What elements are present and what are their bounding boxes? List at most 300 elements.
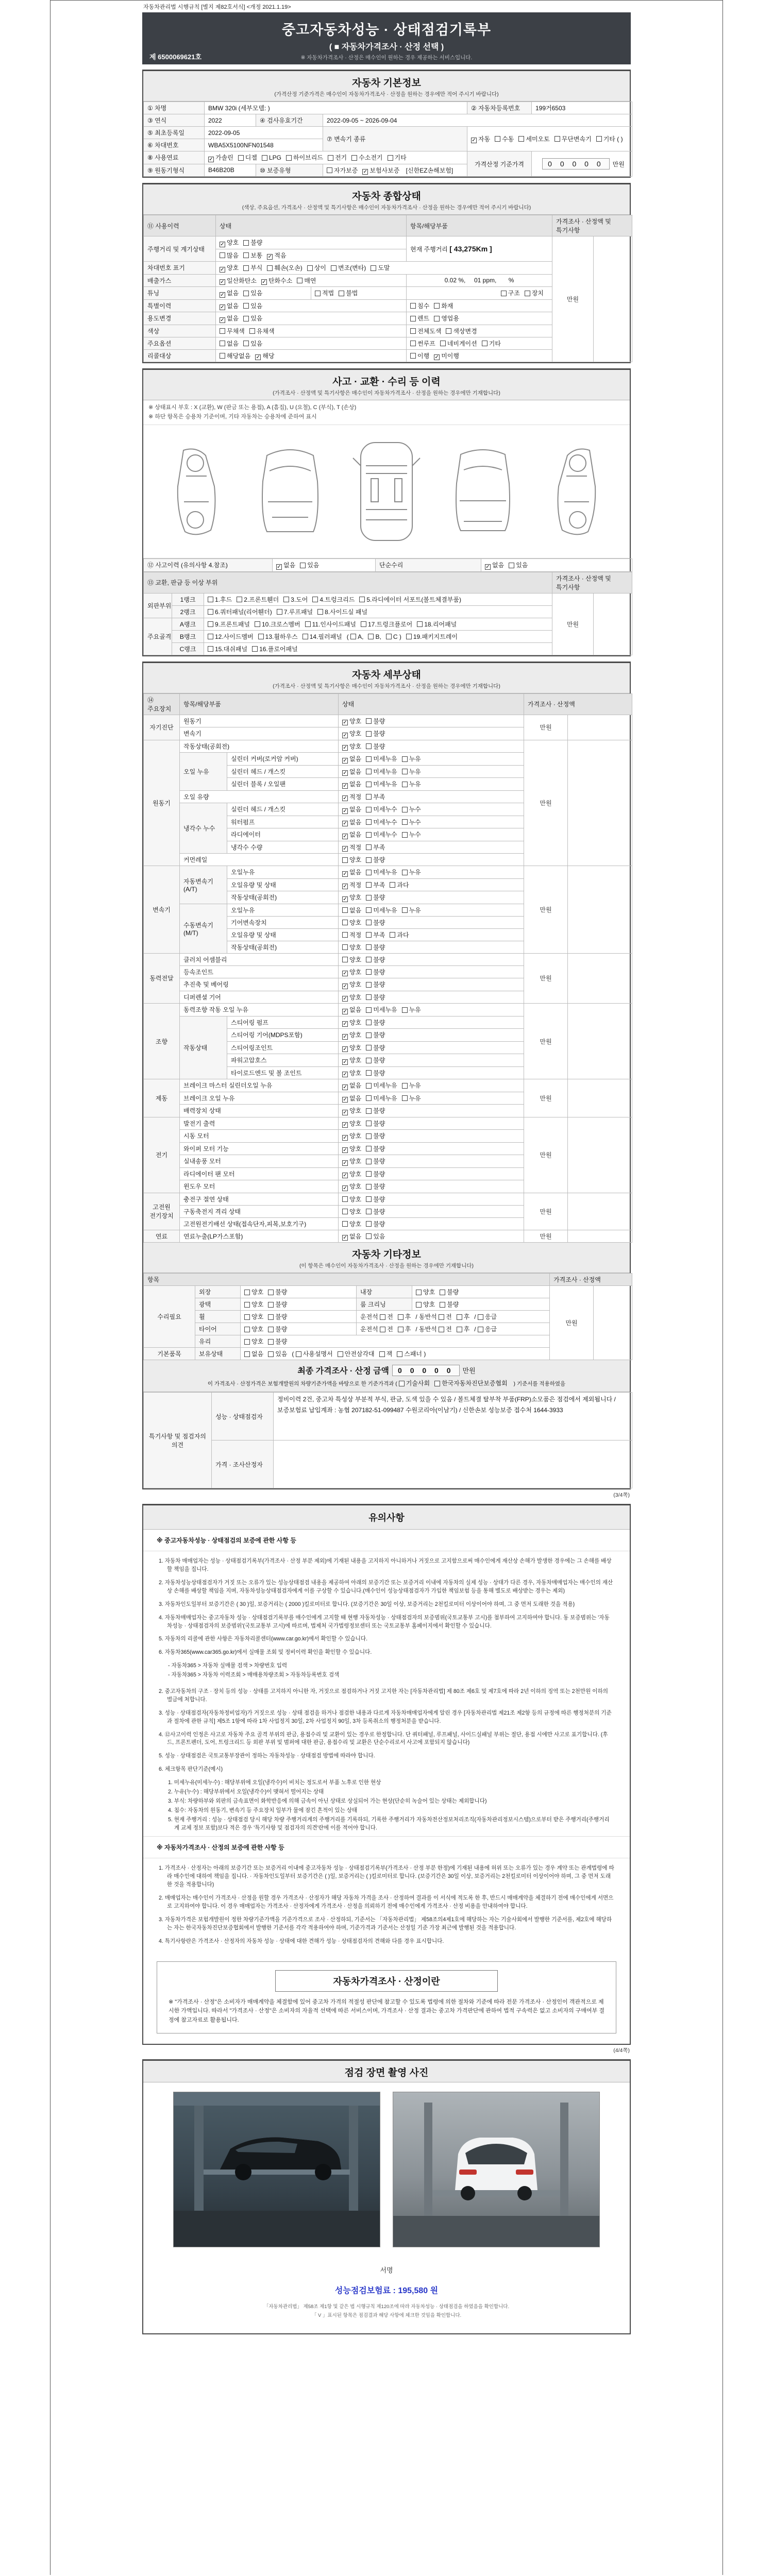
- checkbox-option[interactable]: 양호: [342, 1207, 361, 1216]
- unchecked-box-icon[interactable]: [243, 240, 249, 246]
- checked-box-icon[interactable]: [342, 745, 348, 751]
- checked-box-icon[interactable]: [342, 1034, 348, 1040]
- checkbox-option[interactable]: 도말: [371, 263, 390, 272]
- unchecked-box-icon[interactable]: [315, 291, 321, 296]
- checkbox-option[interactable]: 전기: [328, 153, 347, 162]
- checked-box-icon[interactable]: [342, 834, 348, 839]
- unchecked-box-icon[interactable]: [525, 291, 530, 296]
- checkbox-option[interactable]: ✓ 없음: [342, 1094, 361, 1103]
- checkbox-option[interactable]: 많음: [220, 251, 239, 260]
- unchecked-box-icon[interactable]: [440, 1290, 445, 1295]
- checked-box-icon[interactable]: [342, 733, 348, 738]
- unchecked-box-icon[interactable]: [366, 1171, 372, 1177]
- checkbox-option[interactable]: 6.쿼터패널(리어휀더): [208, 607, 272, 616]
- checked-box-icon[interactable]: [342, 1160, 348, 1166]
- checkbox-option[interactable]: 한국자동차진단보증협회: [434, 1379, 508, 1387]
- checkbox-option[interactable]: 없음: [342, 906, 361, 914]
- unchecked-box-icon[interactable]: [366, 807, 372, 812]
- unchecked-box-icon[interactable]: [402, 1095, 408, 1101]
- unchecked-box-icon[interactable]: [342, 907, 348, 913]
- unchecked-box-icon[interactable]: [518, 136, 524, 142]
- unchecked-box-icon[interactable]: [434, 303, 440, 309]
- checkbox-option[interactable]: 양호: [244, 1325, 263, 1333]
- unchecked-box-icon[interactable]: [342, 1209, 348, 1214]
- checked-box-icon[interactable]: [342, 1173, 348, 1178]
- checkbox-option[interactable]: 색상변경: [446, 327, 477, 335]
- checked-box-icon[interactable]: [342, 808, 348, 814]
- detail-price-blank[interactable]: [568, 1004, 632, 1079]
- unchecked-box-icon[interactable]: [366, 782, 372, 787]
- checkbox-option[interactable]: 미세누유: [366, 1094, 397, 1103]
- checked-box-icon[interactable]: [220, 279, 225, 285]
- unchecked-box-icon[interactable]: [244, 1290, 250, 1295]
- checked-box-icon[interactable]: [342, 1147, 348, 1153]
- checkbox-option[interactable]: 불량: [366, 1219, 385, 1228]
- checked-box-icon[interactable]: [342, 996, 348, 1002]
- unchecked-box-icon[interactable]: [361, 621, 366, 627]
- checked-box-icon[interactable]: [342, 821, 348, 826]
- unchecked-box-icon[interactable]: [366, 743, 372, 749]
- checkbox-option[interactable]: 매연: [297, 276, 316, 285]
- checkbox-option[interactable]: 불량: [366, 1144, 385, 1153]
- unchecked-box-icon[interactable]: [366, 920, 372, 925]
- checkbox-option[interactable]: ✓ 자동: [471, 134, 490, 144]
- unchecked-box-icon[interactable]: [338, 1351, 343, 1357]
- unchecked-box-icon[interactable]: [366, 1108, 372, 1114]
- unchecked-box-icon[interactable]: [366, 982, 372, 988]
- unchecked-box-icon[interactable]: [342, 857, 348, 863]
- unchecked-box-icon[interactable]: [439, 1314, 444, 1320]
- checkbox-option[interactable]: 변조(변타): [331, 263, 366, 272]
- checkbox-option[interactable]: LPG: [262, 154, 281, 161]
- checkbox-option[interactable]: 양호: [342, 918, 361, 927]
- checkbox-option[interactable]: 후: [398, 1325, 411, 1333]
- checkbox-option[interactable]: 전: [439, 1325, 452, 1333]
- checkbox-option[interactable]: 누유: [402, 754, 421, 763]
- checkbox-option[interactable]: ✓ 양호: [342, 1170, 361, 1179]
- checkbox-option[interactable]: 불량: [366, 717, 385, 725]
- checkbox-option[interactable]: 13.휠하우스: [258, 632, 298, 641]
- checked-box-icon[interactable]: [342, 1009, 348, 1014]
- exchange-price-blank[interactable]: [594, 593, 632, 655]
- unchecked-box-icon[interactable]: [402, 907, 408, 913]
- checkbox-option[interactable]: 과다: [390, 880, 409, 889]
- checkbox-option[interactable]: 미세누수: [366, 805, 397, 814]
- unchecked-box-icon[interactable]: [366, 1209, 372, 1214]
- checked-box-icon[interactable]: [342, 720, 348, 725]
- unchecked-box-icon[interactable]: [237, 597, 242, 602]
- checkbox-option[interactable]: 불량: [366, 980, 385, 989]
- unchecked-box-icon[interactable]: [368, 634, 374, 639]
- checkbox-option[interactable]: 수소전기: [351, 153, 382, 162]
- checkbox-option[interactable]: ✓ 없음: [342, 754, 361, 764]
- unchecked-box-icon[interactable]: [252, 646, 258, 652]
- unchecked-box-icon[interactable]: [220, 353, 225, 359]
- unchecked-box-icon[interactable]: [440, 1302, 445, 1308]
- checked-box-icon[interactable]: [261, 279, 267, 285]
- signature-label[interactable]: 서명: [380, 2266, 393, 2275]
- unchecked-box-icon[interactable]: [366, 907, 372, 913]
- checked-box-icon[interactable]: [220, 304, 225, 310]
- checkbox-option[interactable]: 16.플로어패널: [252, 645, 298, 653]
- overall-price-blank[interactable]: [594, 236, 632, 362]
- checkbox-option[interactable]: ✓ 양호: [342, 993, 361, 1002]
- checkbox-option[interactable]: 불량: [366, 993, 385, 1002]
- checkbox-option[interactable]: 기타: [388, 153, 407, 162]
- checkbox-option[interactable]: ✓ 없음: [485, 561, 504, 570]
- checkbox-option[interactable]: 있음: [243, 289, 262, 297]
- unchecked-box-icon[interactable]: [410, 316, 416, 321]
- unchecked-box-icon[interactable]: [366, 731, 372, 737]
- checked-box-icon[interactable]: [220, 242, 225, 247]
- checkbox-option[interactable]: 미세누유: [366, 906, 397, 914]
- checkbox-option[interactable]: ✓ 없음: [342, 779, 361, 789]
- unchecked-box-icon[interactable]: [243, 291, 249, 296]
- unchecked-box-icon[interactable]: [366, 1221, 372, 1227]
- checked-box-icon[interactable]: [220, 317, 225, 323]
- unchecked-box-icon[interactable]: [366, 1095, 372, 1101]
- unchecked-box-icon[interactable]: [406, 634, 412, 639]
- unchecked-box-icon[interactable]: [220, 328, 225, 334]
- checkbox-option[interactable]: 누유: [402, 1005, 421, 1014]
- unchecked-box-icon[interactable]: [366, 957, 372, 962]
- checkbox-option[interactable]: 양호: [342, 955, 361, 964]
- unchecked-box-icon[interactable]: [366, 819, 372, 825]
- checkbox-option[interactable]: 4.트렁크리드: [312, 595, 355, 604]
- unchecked-box-icon[interactable]: [366, 1007, 372, 1013]
- checkbox-option[interactable]: 무채색: [220, 327, 245, 335]
- checkbox-option[interactable]: ✓ 적정: [342, 792, 361, 802]
- checkbox-option[interactable]: 후: [457, 1312, 470, 1321]
- unchecked-box-icon[interactable]: [208, 646, 213, 652]
- checkbox-option[interactable]: 있음: [243, 301, 262, 310]
- unchecked-box-icon[interactable]: [402, 1083, 408, 1089]
- unchecked-box-icon[interactable]: [327, 167, 332, 173]
- checkbox-option[interactable]: ✓ 양호: [342, 1043, 361, 1053]
- unchecked-box-icon[interactable]: [398, 1327, 404, 1332]
- unchecked-box-icon[interactable]: [342, 957, 348, 962]
- unchecked-box-icon[interactable]: [416, 1290, 422, 1295]
- checkbox-option[interactable]: 상이: [307, 263, 326, 272]
- checkbox-option[interactable]: ✓ 없음: [342, 767, 361, 776]
- unchecked-box-icon[interactable]: [390, 932, 395, 938]
- checkbox-option[interactable]: 미세누유: [366, 754, 397, 763]
- checkbox-option[interactable]: 후: [398, 1312, 411, 1321]
- checkbox-option[interactable]: 미세누유: [366, 779, 397, 788]
- unchecked-box-icon[interactable]: [303, 634, 308, 639]
- checkbox-option[interactable]: 양호: [342, 855, 361, 864]
- unchecked-box-icon[interactable]: [366, 944, 372, 950]
- checkbox-option[interactable]: 15.대쉬패널: [208, 645, 247, 653]
- unchecked-box-icon[interactable]: [457, 1314, 462, 1320]
- unchecked-box-icon[interactable]: [366, 1058, 372, 1063]
- unchecked-box-icon[interactable]: [478, 1327, 483, 1332]
- unchecked-box-icon[interactable]: [350, 634, 356, 639]
- checked-box-icon[interactable]: [342, 783, 348, 789]
- unchecked-box-icon[interactable]: [434, 1381, 440, 1386]
- unchecked-box-icon[interactable]: [268, 1314, 274, 1320]
- checkbox-option[interactable]: 침수: [410, 301, 429, 310]
- checkbox-option[interactable]: 양호: [342, 1219, 361, 1228]
- unchecked-box-icon[interactable]: [410, 328, 416, 334]
- unchecked-box-icon[interactable]: [366, 932, 372, 938]
- unchecked-box-icon[interactable]: [366, 857, 372, 863]
- checkbox-option[interactable]: 적정: [342, 930, 361, 939]
- checkbox-option[interactable]: 부족: [366, 843, 385, 852]
- detail-price-blank[interactable]: [568, 866, 632, 954]
- checkbox-option[interactable]: 기술사회: [399, 1379, 430, 1387]
- detail-price-blank[interactable]: [568, 1079, 632, 1117]
- unchecked-box-icon[interactable]: [258, 634, 264, 639]
- checkbox-option[interactable]: ✓ 없음: [220, 314, 239, 323]
- checkbox-option[interactable]: 미세누유: [366, 868, 397, 876]
- checkbox-option[interactable]: ✓ 양호: [342, 1157, 361, 1166]
- checkbox-option[interactable]: 스패너 ): [397, 1349, 426, 1358]
- unchecked-box-icon[interactable]: [439, 1327, 444, 1332]
- checkbox-option[interactable]: ✓ 양호: [342, 1056, 361, 1065]
- unchecked-box-icon[interactable]: [331, 265, 337, 271]
- checkbox-option[interactable]: ✓ 양호: [342, 1069, 361, 1078]
- unchecked-box-icon[interactable]: [596, 136, 602, 142]
- checkbox-option[interactable]: 19.패키지트레이: [406, 632, 458, 641]
- checkbox-option[interactable]: 누유: [402, 1081, 421, 1090]
- unchecked-box-icon[interactable]: [366, 1121, 372, 1126]
- checkbox-option[interactable]: 누유: [402, 767, 421, 776]
- unchecked-box-icon[interactable]: [268, 1290, 274, 1295]
- checkbox-option[interactable]: 부족: [366, 792, 385, 801]
- checkbox-option[interactable]: 부족: [366, 880, 385, 889]
- checkbox-option[interactable]: 누수: [402, 818, 421, 826]
- checkbox-option[interactable]: ✓ 양호: [342, 717, 361, 726]
- checkbox-option[interactable]: 후: [457, 1325, 470, 1333]
- checkbox-option[interactable]: ✓ 없음: [276, 561, 295, 570]
- unchecked-box-icon[interactable]: [366, 1133, 372, 1139]
- checkbox-option[interactable]: 18.리어패널: [417, 620, 457, 629]
- checkbox-option[interactable]: 3.도어: [283, 595, 308, 604]
- detail-price-blank[interactable]: [568, 1193, 632, 1230]
- checkbox-option[interactable]: ✓ 미이행: [434, 351, 459, 361]
- unchecked-box-icon[interactable]: [305, 621, 311, 627]
- checkbox-option[interactable]: ✓ 보험사보증: [362, 166, 399, 175]
- checkbox-option[interactable]: ✓ 양호: [342, 1131, 361, 1141]
- appraiser-opinion[interactable]: [274, 1440, 632, 1488]
- unchecked-box-icon[interactable]: [366, 832, 372, 838]
- unchecked-box-icon[interactable]: [366, 882, 372, 888]
- checkbox-option[interactable]: 불량: [243, 238, 262, 247]
- checkbox-option[interactable]: 누유: [402, 868, 421, 876]
- unchecked-box-icon[interactable]: [379, 1351, 385, 1357]
- unchecked-box-icon[interactable]: [342, 1221, 348, 1227]
- checkbox-option[interactable]: 있음: [300, 561, 319, 569]
- checkbox-option[interactable]: B,: [368, 633, 381, 640]
- unchecked-box-icon[interactable]: [255, 621, 260, 627]
- checkbox-option[interactable]: 있음: [243, 314, 262, 323]
- checked-box-icon[interactable]: [267, 254, 273, 260]
- checkbox-option[interactable]: 불량: [366, 1106, 385, 1115]
- checkbox-option[interactable]: 장치: [525, 289, 544, 297]
- checkbox-option[interactable]: 렌트: [410, 314, 429, 323]
- unchecked-box-icon[interactable]: [366, 1045, 372, 1050]
- unchecked-box-icon[interactable]: [402, 832, 408, 838]
- unchecked-box-icon[interactable]: [243, 316, 249, 321]
- unchecked-box-icon[interactable]: [410, 303, 416, 309]
- unchecked-box-icon[interactable]: [307, 265, 313, 271]
- unchecked-box-icon[interactable]: [366, 769, 372, 774]
- unchecked-box-icon[interactable]: [402, 819, 408, 825]
- checkbox-option[interactable]: 불량: [268, 1300, 287, 1309]
- checked-box-icon[interactable]: [342, 1046, 348, 1052]
- checkbox-option[interactable]: ✓ 없음: [342, 830, 361, 839]
- checkbox-option[interactable]: ✓ 적정: [342, 880, 361, 890]
- checkbox-option[interactable]: 미세누유: [366, 767, 397, 776]
- checkbox-option[interactable]: 불량: [366, 943, 385, 952]
- checkbox-option[interactable]: ✓ 양호: [342, 1106, 361, 1115]
- unchecked-box-icon[interactable]: [366, 718, 372, 724]
- unchecked-box-icon[interactable]: [366, 969, 372, 975]
- checkbox-option[interactable]: 양호: [342, 1195, 361, 1204]
- checkbox-option[interactable]: 양호: [244, 1287, 263, 1296]
- unchecked-box-icon[interactable]: [238, 155, 244, 161]
- unchecked-box-icon[interactable]: [297, 278, 303, 283]
- checkbox-option[interactable]: 하이브리드: [286, 153, 323, 162]
- unchecked-box-icon[interactable]: [482, 341, 488, 346]
- unchecked-box-icon[interactable]: [351, 155, 357, 161]
- unchecked-box-icon[interactable]: [410, 341, 416, 346]
- unchecked-box-icon[interactable]: [402, 769, 408, 774]
- checkbox-option[interactable]: 불량: [440, 1287, 459, 1296]
- unchecked-box-icon[interactable]: [366, 1146, 372, 1151]
- unchecked-box-icon[interactable]: [208, 621, 213, 627]
- unchecked-box-icon[interactable]: [244, 1302, 250, 1308]
- unchecked-box-icon[interactable]: [243, 265, 249, 271]
- checkbox-option[interactable]: 불법: [339, 289, 358, 297]
- checkbox-option[interactable]: 불량: [268, 1287, 287, 1296]
- checkbox-option[interactable]: 전: [380, 1325, 393, 1333]
- checked-box-icon[interactable]: [342, 984, 348, 989]
- checked-box-icon[interactable]: [342, 971, 348, 976]
- checkbox-option[interactable]: 불량: [366, 855, 385, 864]
- unchecked-box-icon[interactable]: [244, 1351, 250, 1357]
- checkbox-option[interactable]: 화재: [434, 301, 453, 310]
- checked-box-icon[interactable]: [276, 564, 282, 570]
- detail-price-blank[interactable]: [568, 953, 632, 1004]
- unchecked-box-icon[interactable]: [300, 563, 306, 568]
- unchecked-box-icon[interactable]: [208, 609, 213, 615]
- checkbox-option[interactable]: ✓ 없음: [342, 1232, 361, 1241]
- unchecked-box-icon[interactable]: [366, 1233, 372, 1239]
- unchecked-box-icon[interactable]: [359, 597, 365, 602]
- checkbox-option[interactable]: ✓ 없음: [342, 1005, 361, 1014]
- unchecked-box-icon[interactable]: [446, 328, 451, 334]
- checkbox-option[interactable]: 디젤: [238, 153, 257, 162]
- unchecked-box-icon[interactable]: [398, 1314, 404, 1320]
- unchecked-box-icon[interactable]: [220, 252, 225, 258]
- checked-box-icon[interactable]: [342, 846, 348, 852]
- checked-box-icon[interactable]: [342, 795, 348, 801]
- unchecked-box-icon[interactable]: [312, 597, 318, 602]
- unchecked-box-icon[interactable]: [410, 353, 416, 359]
- checkbox-option[interactable]: ✓ 일산화탄소: [220, 276, 257, 285]
- checkbox-option[interactable]: 불량: [366, 742, 385, 751]
- checkbox-option[interactable]: ✓ 양호: [342, 742, 361, 751]
- checkbox-option[interactable]: 누유: [402, 906, 421, 914]
- checkbox-option[interactable]: 없음: [220, 339, 239, 348]
- checkbox-option[interactable]: 9.프론트패널: [208, 620, 250, 629]
- unchecked-box-icon[interactable]: [402, 807, 408, 812]
- unchecked-box-icon[interactable]: [268, 1351, 274, 1357]
- unchecked-box-icon[interactable]: [262, 155, 267, 161]
- checkbox-option[interactable]: 불량: [366, 1195, 385, 1204]
- checkbox-option[interactable]: 불량: [366, 1170, 385, 1178]
- unchecked-box-icon[interactable]: [366, 994, 372, 1000]
- checkbox-option[interactable]: 불량: [366, 1069, 385, 1077]
- checkbox-option[interactable]: 불량: [366, 1131, 385, 1140]
- checkbox-option[interactable]: 양호: [244, 1337, 263, 1346]
- unchecked-box-icon[interactable]: [554, 136, 560, 142]
- checkbox-option[interactable]: 불량: [366, 1018, 385, 1027]
- checkbox-option[interactable]: 전: [439, 1312, 452, 1321]
- checkbox-option[interactable]: 불량: [366, 1157, 385, 1165]
- checkbox-option[interactable]: 보통: [243, 251, 262, 260]
- checkbox-option[interactable]: 있음: [366, 1232, 385, 1241]
- checkbox-option[interactable]: 있음: [268, 1349, 287, 1358]
- checked-box-icon[interactable]: [220, 267, 225, 273]
- checkbox-option[interactable]: ✓ 양호: [342, 729, 361, 738]
- checkbox-option[interactable]: 2.프론트휀더: [237, 595, 279, 604]
- checkbox-option[interactable]: C ): [386, 633, 401, 640]
- checkbox-option[interactable]: 17.트렁크플로어: [361, 620, 412, 629]
- unchecked-box-icon[interactable]: [366, 844, 372, 850]
- checkbox-option[interactable]: ✓ 해당: [255, 351, 274, 361]
- checkbox-option[interactable]: 불량: [366, 1030, 385, 1039]
- checkbox-option[interactable]: 불량: [440, 1300, 459, 1309]
- checkbox-option[interactable]: 10.크로스멤버: [255, 620, 300, 629]
- checkbox-option[interactable]: 불량: [366, 893, 385, 902]
- checkbox-option[interactable]: 불량: [366, 955, 385, 964]
- unchecked-box-icon[interactable]: [317, 609, 323, 615]
- unchecked-box-icon[interactable]: [366, 794, 372, 800]
- checkbox-option[interactable]: 12.사이드멤버: [208, 632, 254, 641]
- etc-price-blank[interactable]: [594, 1286, 632, 1360]
- unchecked-box-icon[interactable]: [342, 920, 348, 925]
- checkbox-option[interactable]: ✓ 없음: [342, 818, 361, 827]
- checkbox-option[interactable]: 불량: [366, 918, 385, 927]
- unchecked-box-icon[interactable]: [501, 291, 507, 296]
- checkbox-option[interactable]: 7.루프패널: [277, 607, 313, 616]
- unchecked-box-icon[interactable]: [268, 1339, 274, 1345]
- checkbox-option[interactable]: 8.사이드실 패널: [317, 607, 367, 616]
- unchecked-box-icon[interactable]: [366, 1020, 372, 1025]
- unchecked-box-icon[interactable]: [208, 634, 213, 639]
- checked-box-icon[interactable]: [362, 169, 368, 175]
- checkbox-option[interactable]: 자가보증: [327, 166, 358, 175]
- checkbox-option[interactable]: ✓ 적음: [267, 251, 286, 260]
- checked-box-icon[interactable]: [342, 1097, 348, 1103]
- checked-box-icon[interactable]: [342, 1110, 348, 1115]
- checkbox-option[interactable]: 1.후드: [208, 595, 232, 604]
- checkbox-option[interactable]: 불량: [366, 1056, 385, 1064]
- checked-box-icon[interactable]: [208, 157, 214, 162]
- checkbox-option[interactable]: ✓ 없음: [342, 805, 361, 814]
- checked-box-icon[interactable]: [342, 1072, 348, 1077]
- checkbox-option[interactable]: 기타: [482, 339, 501, 348]
- checkbox-option[interactable]: 미세누유: [366, 1081, 397, 1090]
- checkbox-option[interactable]: 훼손(오손): [267, 263, 302, 272]
- checkbox-option[interactable]: ✓ 가솔린: [208, 153, 233, 162]
- checked-box-icon[interactable]: [471, 138, 477, 143]
- checked-box-icon[interactable]: [220, 292, 225, 298]
- checkbox-option[interactable]: 5.라디에이터 서포트(볼트체결부품): [359, 595, 461, 604]
